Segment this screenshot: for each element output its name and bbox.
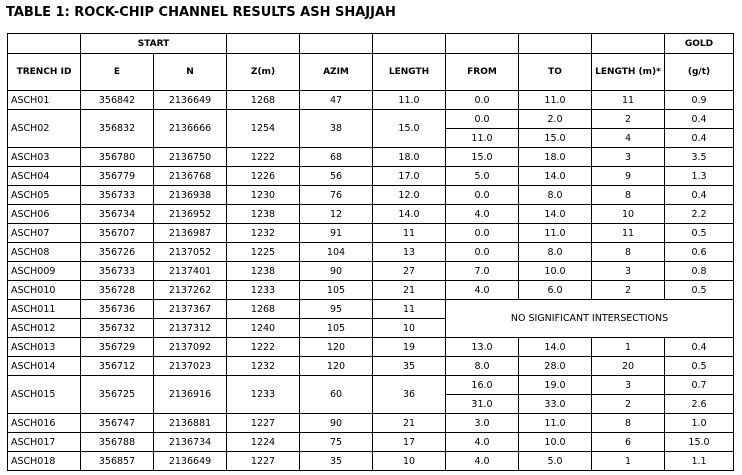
cell-length: 13: [373, 243, 446, 262]
table-row: [8, 300, 734, 319]
cell-length: 10: [373, 452, 446, 471]
cell-interval-length: 3: [592, 262, 665, 281]
cell-gold: 0.5: [665, 281, 734, 300]
cell-azim: 56: [300, 167, 373, 186]
cell-n: 2136916: [154, 376, 227, 414]
cell-to: 33.0: [519, 395, 592, 414]
cell-azim: 76: [300, 186, 373, 205]
cell-e: 356734: [81, 205, 154, 224]
cell-z: 1240: [227, 319, 300, 338]
cell-azim: 38: [300, 110, 373, 148]
header-row-columns: [8, 54, 734, 91]
cell-length: 17: [373, 433, 446, 452]
cell-from: 3.0: [446, 414, 519, 433]
cell-length: 10: [373, 319, 446, 338]
table-row: [8, 357, 734, 376]
header-blank: [519, 34, 592, 54]
cell-z: 1233: [227, 376, 300, 414]
cell-to: 19.0: [519, 376, 592, 395]
header-blank: [300, 34, 373, 54]
cell-gold: 0.5: [665, 357, 734, 376]
cell-from: 0.0: [446, 186, 519, 205]
cell-interval-length: 8: [592, 243, 665, 262]
cell-z: 1227: [227, 452, 300, 471]
col-header-to: TO: [519, 54, 592, 91]
cell-to: 6.0: [519, 281, 592, 300]
cell-from: 4.0: [446, 281, 519, 300]
cell-interval-length: 11: [592, 224, 665, 243]
cell-e: 356842: [81, 91, 154, 110]
cell-interval-length: 6: [592, 433, 665, 452]
cell-e: 356712: [81, 357, 154, 376]
cell-to: 11.0: [519, 414, 592, 433]
cell-e: 356729: [81, 338, 154, 357]
cell-gold: 0.4: [665, 129, 734, 148]
cell-trench-id: ASCH017: [8, 433, 81, 452]
cell-interval-length: 3: [592, 376, 665, 395]
cell-length: 21: [373, 414, 446, 433]
cell-n: 2136938: [154, 186, 227, 205]
cell-trench-id: ASCH018: [8, 452, 81, 471]
cell-to: 18.0: [519, 148, 592, 167]
cell-to: 8.0: [519, 243, 592, 262]
cell-gold: 0.5: [665, 224, 734, 243]
cell-e: 356747: [81, 414, 154, 433]
cell-n: 2136666: [154, 110, 227, 148]
cell-to: 14.0: [519, 167, 592, 186]
col-header-interval-length: LENGTH (m)*: [592, 54, 665, 91]
cell-n: 2136987: [154, 224, 227, 243]
cell-trench-id: ASCH010: [8, 281, 81, 300]
cell-n: 2137092: [154, 338, 227, 357]
cell-trench-id: ASCH012: [8, 319, 81, 338]
cell-to: 11.0: [519, 224, 592, 243]
cell-from: 7.0: [446, 262, 519, 281]
cell-trench-id: ASCH015: [8, 376, 81, 414]
cell-interval-length: 9: [592, 167, 665, 186]
cell-interval-length: 1: [592, 338, 665, 357]
table-row: [8, 110, 734, 129]
header-blank: [373, 34, 446, 54]
cell-trench-id: ASCH05: [8, 186, 81, 205]
cell-trench-id: ASCH04: [8, 167, 81, 186]
col-header-n: N: [154, 54, 227, 91]
cell-gold: 0.7: [665, 376, 734, 395]
header-blank: [8, 34, 81, 54]
cell-trench-id: ASCH011: [8, 300, 81, 319]
table-row: [8, 414, 734, 433]
cell-from: 31.0: [446, 395, 519, 414]
cell-gold: 3.5: [665, 148, 734, 167]
cell-length: 11: [373, 224, 446, 243]
cell-from: 13.0: [446, 338, 519, 357]
cell-to: 2.0: [519, 110, 592, 129]
cell-n: 2137367: [154, 300, 227, 319]
cell-e: 356736: [81, 300, 154, 319]
cell-e: 356728: [81, 281, 154, 300]
cell-to: 5.0: [519, 452, 592, 471]
cell-azim: 120: [300, 338, 373, 357]
cell-azim: 12: [300, 205, 373, 224]
cell-z: 1232: [227, 357, 300, 376]
cell-e: 356726: [81, 243, 154, 262]
cell-n: 2136881: [154, 414, 227, 433]
header-start: START: [81, 34, 227, 54]
cell-z: 1222: [227, 148, 300, 167]
cell-e: 356732: [81, 319, 154, 338]
cell-gold: 2.2: [665, 205, 734, 224]
table-row: [8, 186, 734, 205]
cell-interval-length: 2: [592, 281, 665, 300]
cell-to: 10.0: [519, 262, 592, 281]
cell-n: 2136649: [154, 91, 227, 110]
cell-azim: 90: [300, 262, 373, 281]
cell-azim: 60: [300, 376, 373, 414]
table-row: [8, 148, 734, 167]
table-body: [8, 91, 734, 471]
cell-n: 2137052: [154, 243, 227, 262]
cell-azim: 95: [300, 300, 373, 319]
cell-e: 356857: [81, 452, 154, 471]
cell-to: 8.0: [519, 186, 592, 205]
cell-from: 11.0: [446, 129, 519, 148]
cell-interval-length: 3: [592, 148, 665, 167]
cell-z: 1225: [227, 243, 300, 262]
cell-z: 1233: [227, 281, 300, 300]
cell-to: 28.0: [519, 357, 592, 376]
cell-z: 1268: [227, 300, 300, 319]
table-title: TABLE 1: ROCK-CHIP CHANNEL RESULTS ASH SHAJJAH: [6, 5, 396, 20]
cell-gold: 1.3: [665, 167, 734, 186]
cell-n: 2137023: [154, 357, 227, 376]
cell-trench-id: ASCH013: [8, 338, 81, 357]
table-row: [8, 281, 734, 300]
cell-length: 21: [373, 281, 446, 300]
cell-length: 27: [373, 262, 446, 281]
cell-gold: 0.4: [665, 338, 734, 357]
cell-length: 12.0: [373, 186, 446, 205]
cell-gold: 15.0: [665, 433, 734, 452]
cell-z: 1222: [227, 338, 300, 357]
cell-interval-length: 11: [592, 91, 665, 110]
header-blank: [227, 34, 300, 54]
cell-azim: 104: [300, 243, 373, 262]
cell-from: 4.0: [446, 433, 519, 452]
cell-gold: 0.6: [665, 243, 734, 262]
cell-length: 19: [373, 338, 446, 357]
cell-trench-id: ASCH016: [8, 414, 81, 433]
cell-trench-id: ASCH06: [8, 205, 81, 224]
cell-length: 15.0: [373, 110, 446, 148]
header-gold: GOLD: [665, 34, 734, 54]
table-row: [8, 433, 734, 452]
cell-z: 1254: [227, 110, 300, 148]
cell-gold: 1.0: [665, 414, 734, 433]
table-row: [8, 243, 734, 262]
table-row: [8, 262, 734, 281]
cell-from: 4.0: [446, 205, 519, 224]
cell-to: 14.0: [519, 205, 592, 224]
cell-azim: 120: [300, 357, 373, 376]
cell-interval-length: 2: [592, 110, 665, 129]
cell-gold: 0.9: [665, 91, 734, 110]
cell-n: 2136952: [154, 205, 227, 224]
cell-trench-id: ASCH03: [8, 148, 81, 167]
cell-length: 36: [373, 376, 446, 414]
col-header-azim: AZIM: [300, 54, 373, 91]
cell-gold: 2.6: [665, 395, 734, 414]
cell-gold: 1.1: [665, 452, 734, 471]
cell-n: 2136768: [154, 167, 227, 186]
cell-azim: 105: [300, 319, 373, 338]
cell-length: 17.0: [373, 167, 446, 186]
cell-e: 356832: [81, 110, 154, 148]
cell-from: 0.0: [446, 224, 519, 243]
table-row: [8, 205, 734, 224]
cell-n: 2137401: [154, 262, 227, 281]
cell-length: 14.0: [373, 205, 446, 224]
cell-z: 1230: [227, 186, 300, 205]
cell-e: 356779: [81, 167, 154, 186]
cell-to: 10.0: [519, 433, 592, 452]
cell-interval-length: 8: [592, 414, 665, 433]
cell-n: 2136734: [154, 433, 227, 452]
cell-azim: 90: [300, 414, 373, 433]
cell-trench-id: ASCH02: [8, 110, 81, 148]
header-blank: [446, 34, 519, 54]
cell-z: 1268: [227, 91, 300, 110]
cell-trench-id: ASCH07: [8, 224, 81, 243]
cell-length: 11: [373, 300, 446, 319]
cell-e: 356707: [81, 224, 154, 243]
cell-e: 356780: [81, 148, 154, 167]
cell-interval-length: 4: [592, 129, 665, 148]
cell-z: 1238: [227, 262, 300, 281]
cell-length: 11.0: [373, 91, 446, 110]
cell-from: 4.0: [446, 452, 519, 471]
cell-to: 14.0: [519, 338, 592, 357]
cell-n: 2137312: [154, 319, 227, 338]
table-row: [8, 91, 734, 110]
cell-trench-id: ASCH01: [8, 91, 81, 110]
cell-to: 11.0: [519, 91, 592, 110]
cell-azim: 35: [300, 452, 373, 471]
header-row-group: [8, 34, 734, 54]
header-blank: [592, 34, 665, 54]
table-row: [8, 452, 734, 471]
table-row: [8, 224, 734, 243]
cell-e: 356733: [81, 262, 154, 281]
cell-gold: 0.4: [665, 110, 734, 129]
cell-z: 1227: [227, 414, 300, 433]
cell-e: 356788: [81, 433, 154, 452]
cell-interval-length: 20: [592, 357, 665, 376]
cell-trench-id: ASCH08: [8, 243, 81, 262]
col-header-z: Z(m): [227, 54, 300, 91]
cell-azim: 47: [300, 91, 373, 110]
cell-from: 0.0: [446, 110, 519, 129]
cell-z: 1224: [227, 433, 300, 452]
col-header-from: FROM: [446, 54, 519, 91]
cell-n: 2136750: [154, 148, 227, 167]
cell-n: 2137262: [154, 281, 227, 300]
table-row: [8, 167, 734, 186]
cell-length: 35: [373, 357, 446, 376]
cell-e: 356725: [81, 376, 154, 414]
cell-azim: 91: [300, 224, 373, 243]
cell-e: 356733: [81, 186, 154, 205]
cell-n: 2136649: [154, 452, 227, 471]
cell-interval-length: 10: [592, 205, 665, 224]
col-header-e: E: [81, 54, 154, 91]
col-header-gold-grade: (g/t): [665, 54, 734, 91]
table-row: [8, 338, 734, 357]
cell-from: 8.0: [446, 357, 519, 376]
cell-trench-id: ASCH009: [8, 262, 81, 281]
cell-z: 1238: [227, 205, 300, 224]
cell-azim: 75: [300, 433, 373, 452]
table-row: [8, 376, 734, 395]
cell-from: 16.0: [446, 376, 519, 395]
cell-trench-id: ASCH014: [8, 357, 81, 376]
cell-from: 5.0: [446, 167, 519, 186]
cell-gold: 0.4: [665, 186, 734, 205]
col-header-length: LENGTH: [373, 54, 446, 91]
cell-interval-length: 1: [592, 452, 665, 471]
cell-from: 15.0: [446, 148, 519, 167]
cell-azim: 105: [300, 281, 373, 300]
cell-interval-length: 8: [592, 186, 665, 205]
col-header-trench-id: TRENCH ID: [8, 54, 81, 91]
cell-z: 1226: [227, 167, 300, 186]
results-table: [7, 33, 734, 471]
cell-z: 1232: [227, 224, 300, 243]
no-significant-note: NO SIGNIFICANT INTERSECTIONS: [446, 300, 734, 338]
cell-interval-length: 2: [592, 395, 665, 414]
cell-length: 18.0: [373, 148, 446, 167]
cell-to: 15.0: [519, 129, 592, 148]
cell-from: 0.0: [446, 91, 519, 110]
cell-from: 0.0: [446, 243, 519, 262]
cell-gold: 0.8: [665, 262, 734, 281]
cell-azim: 68: [300, 148, 373, 167]
